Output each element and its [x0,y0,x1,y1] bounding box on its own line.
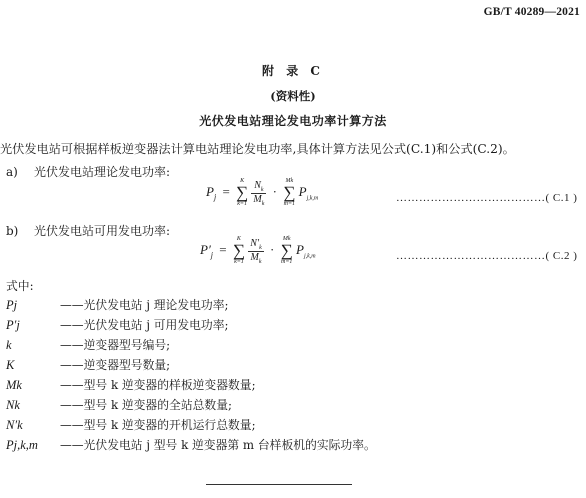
definition-text: ——型号 k 逆变器的全站总数量; [60,398,232,412]
appendix-nature: (资料性) [270,89,316,103]
formula-term: P [296,241,304,257]
list-marker: b) [6,224,19,238]
definition-row [6,416,256,433]
equation-number-c1: …………………………………( C.1 ) [396,192,578,204]
equation-number-c2: …………………………………( C.2 ) [396,250,578,262]
formula-term-sub: j,k,m [303,253,316,260]
standard-number: GB/T 40289—2021 [483,6,580,18]
definition-symbol: k [6,338,12,352]
formula-lhs: P′ [200,241,211,257]
definition-text: ——光伏发电站 j 型号 k 逆变器第 m 台样板机的实际功率。 [60,438,376,452]
list-item-text: 光伏发电站理论发电功率: [34,165,171,179]
formula-c1: $P_j$ = K ∑ k=1 $\frac{N_k}{M_k}$ · Mk ∑ m=1 $P_{j,k,m}$ [206,178,319,207]
formula-lhs-sub: j [210,250,214,260]
definition-row [6,336,170,353]
definition-text: ——逆变器型号数量; [60,358,171,372]
definition-text: ——型号 k 逆变器的开机运行总数量; [60,418,256,432]
formula-term-sub: j,k,m [306,195,319,202]
summation-m: Mk ∑ m=1 [283,178,296,207]
formula-lhs-sub: j [213,192,217,202]
definition-symbol: Mk [6,378,22,392]
definition-symbol: N′k [6,418,23,432]
definition-text: ——光伏发电站 j 理论发电功率; [60,298,229,312]
fraction: $\frac{N'_k}{M_k}$ [250,237,262,265]
definition-symbol: Pj [6,298,18,312]
end-rule [206,484,352,485]
appendix-title: 附 录 C [262,64,324,78]
definition-symbol: P′j [6,318,20,332]
summation-k: K ∑ k=1 [232,236,245,265]
definition-text: ——光伏发电站 j 可用发电功率; [60,318,229,332]
definition-symbol: Nk [6,398,20,412]
where-label: 式中: [6,279,34,293]
fraction: $\frac{N_k}{M_k}$ [253,179,265,207]
definition-symbol: Pj,k,m [6,438,38,452]
list-item-b [6,222,170,239]
definition-text: ——逆变器型号编号; [60,338,171,352]
summation-m: Mk ∑ m=1 [280,236,293,265]
definition-row [6,396,232,413]
definition-row [6,376,256,393]
definition-row [6,316,229,333]
list-marker: a) [6,165,18,179]
definition-row [6,436,376,453]
appendix-heading: 光伏发电站理论发电功率计算方法 [199,114,387,128]
definition-symbol: K [6,358,15,372]
formula-lhs: P [206,183,214,199]
list-item-text: 光伏发电站可用发电功率: [34,224,171,238]
intro-paragraph: 光伏发电站可根据样板逆变器法计算电站理论发电功率,具体计算方法见公式(C.1)和公式(C.2)。 [0,142,515,156]
definition-row [6,296,229,313]
definition-row [6,356,170,373]
formula-term: P [298,183,307,199]
summation-k: K ∑ k=1 [236,178,249,207]
formula-c2: $P'_j$ = K ∑ k=1 $\frac{N'_k}{M_k}$ · Mk ∑ m=1 $P_{j,k,m}$ [200,236,316,265]
definition-text: ——型号 k 逆变器的样板逆变器数量; [60,378,256,392]
list-item-a [6,163,170,180]
